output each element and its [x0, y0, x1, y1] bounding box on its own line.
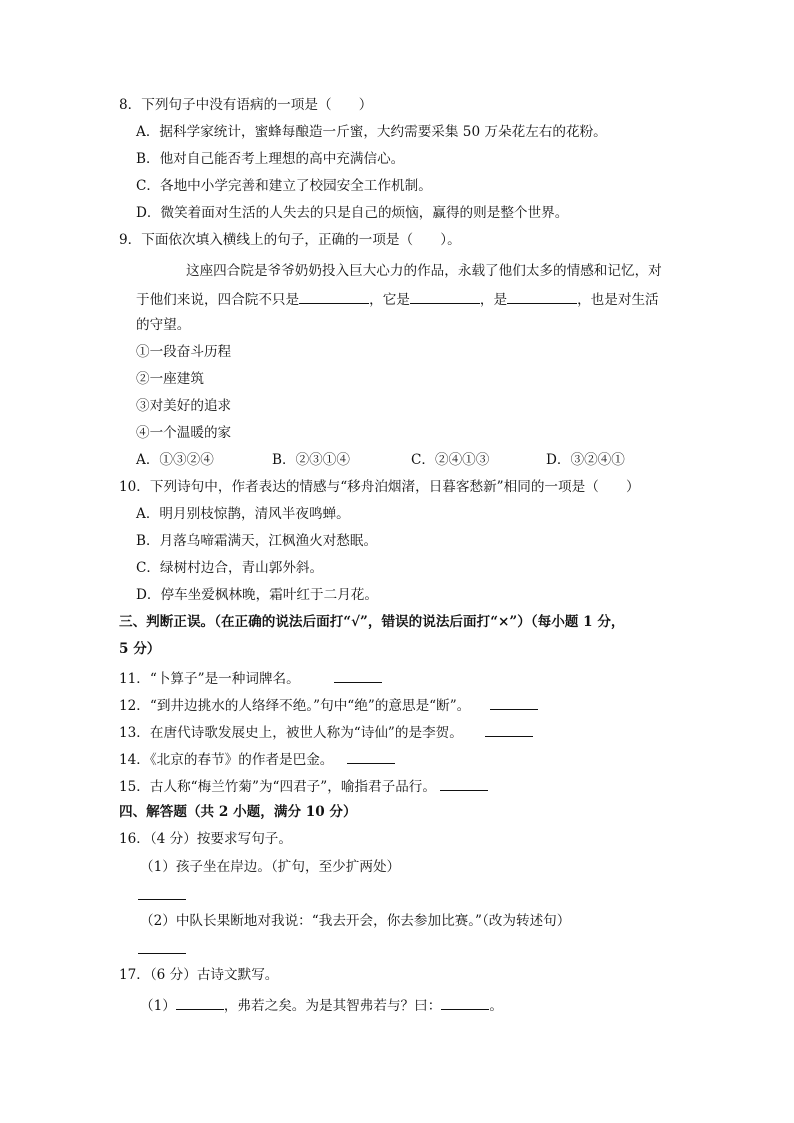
question-10-option-b: B．月落乌啼霜满天，江枫渔火对愁眠。 — [136, 533, 378, 549]
answer-blank[interactable] — [507, 289, 577, 304]
passage-text: ，是 — [479, 292, 508, 308]
section-4-title: 四、解答题（共 2 小题，满分 10 分） — [119, 804, 357, 820]
answer-blank[interactable] — [441, 995, 489, 1010]
question-16-sub-2-answer — [138, 939, 186, 959]
question-9-passage-line-1: 这座四合院是爷爷奶奶投入巨大心力的作品，永载了他们太多的情感和记忆，对 — [186, 263, 662, 279]
question-text: 14．《北京的春节》的作者是巴金。 — [119, 752, 334, 768]
question-8-option-a: A．据科学家统计，蜜蜂每酿造一斤蜜，大约需要采集 50 万朵花左右的花粉。 — [136, 124, 607, 140]
question-text: （1） — [140, 998, 176, 1014]
question-text: 13．在唐代诗歌发展史上，被世人称为“诗仙”的是李贺。 — [119, 725, 463, 741]
question-16-sub-2: （2）中队长果断地对我说：“我去开会，你去参加比赛。”（改为转述句） — [140, 913, 571, 929]
passage-text: ，也是对生活 — [577, 292, 659, 308]
question-9-item-3: ③对美好的追求 — [136, 398, 232, 414]
question-9-choice-d: D．③②④① — [546, 452, 625, 468]
question-17-sub-1 — [140, 995, 503, 1015]
answer-blank[interactable] — [410, 289, 480, 304]
question-9-item-1: ①一段奋斗历程 — [136, 344, 232, 360]
answer-blank[interactable] — [176, 995, 224, 1010]
question-12 — [119, 695, 538, 715]
question-9-choice-b: B．②③①④ — [272, 452, 350, 468]
question-10-stem: 10．下列诗句中，作者表达的情感与“移舟泊烟渚，日暮客愁新”相同的一项是（ ） — [119, 479, 640, 495]
passage-text: ，它是 — [369, 292, 410, 308]
question-8-option-c: C．各地中小学完善和建立了校园安全工作机制。 — [136, 178, 432, 194]
answer-blank[interactable] — [490, 695, 538, 710]
question-11 — [119, 668, 382, 688]
question-15 — [119, 776, 488, 796]
question-9-passage-line-3: 的守望。 — [136, 317, 191, 333]
answer-blank[interactable] — [440, 776, 488, 791]
answer-blank[interactable] — [347, 749, 395, 764]
question-9-item-2: ②一座建筑 — [136, 371, 204, 387]
question-9-choice-c: C．②④①③ — [411, 452, 490, 468]
question-text: 。 — [489, 998, 503, 1014]
answer-blank[interactable] — [334, 668, 382, 683]
answer-blank[interactable] — [299, 289, 369, 304]
question-9-item-4: ④一个温暖的家 — [136, 425, 232, 441]
answer-blank[interactable] — [138, 939, 186, 954]
passage-text: 于他们来说，四合院不只是 — [136, 292, 300, 308]
section-3-title: 三、判断正误。（在正确的说法后面打“√”，错误的说法后面打“×”）（每小题 1 分， — [119, 614, 625, 630]
question-10-option-d: D．停车坐爱枫林晚，霜叶红于二月花。 — [136, 587, 378, 603]
question-9-choice-a: A．①③②④ — [136, 452, 214, 468]
question-16-sub-1: （1）孩子坐在岸边。（扩句，至少扩两处） — [140, 859, 401, 875]
question-9-stem: 9．下面依次填入横线上的句子，正确的一项是（ ）。 — [119, 232, 461, 248]
question-8-option-d: D．微笑着面对生活的人失去的只是自己的烦恼，赢得的则是整个世界。 — [136, 205, 569, 221]
question-text: 11．“卜算子”是一种词牌名。 — [119, 671, 300, 687]
question-text: ，弗若之矣。为是其智弗若与？曰： — [223, 998, 442, 1014]
question-16-stem: 16．（4 分）按要求写句子。 — [119, 831, 292, 847]
answer-blank[interactable] — [138, 885, 186, 900]
question-14 — [119, 749, 395, 769]
section-3-title-continued: 5 分） — [119, 641, 161, 657]
question-text: 15．古人称“梅兰竹菊”为“四君子”，喻指君子品行。 — [119, 779, 436, 795]
question-13 — [119, 722, 533, 742]
answer-blank[interactable] — [485, 722, 533, 737]
question-8-stem: 8．下列句子中没有语病的一项是（ ） — [119, 97, 373, 113]
question-17-stem: 17．（6 分）古诗文默写。 — [119, 967, 279, 983]
question-8-option-b: B．他对自己能否考上理想的高中充满信心。 — [136, 151, 405, 167]
question-16-sub-1-answer — [138, 885, 186, 905]
question-text: 12．“到井边挑水的人络绎不绝。”句中“绝”的意思是“断”。 — [119, 698, 471, 714]
question-9-passage-line-2 — [136, 289, 659, 309]
question-10-option-c: C．绿树村边合，青山郭外斜。 — [136, 560, 324, 576]
question-10-option-a: A．明月别枝惊鹊，清风半夜鸣蝉。 — [136, 506, 350, 522]
